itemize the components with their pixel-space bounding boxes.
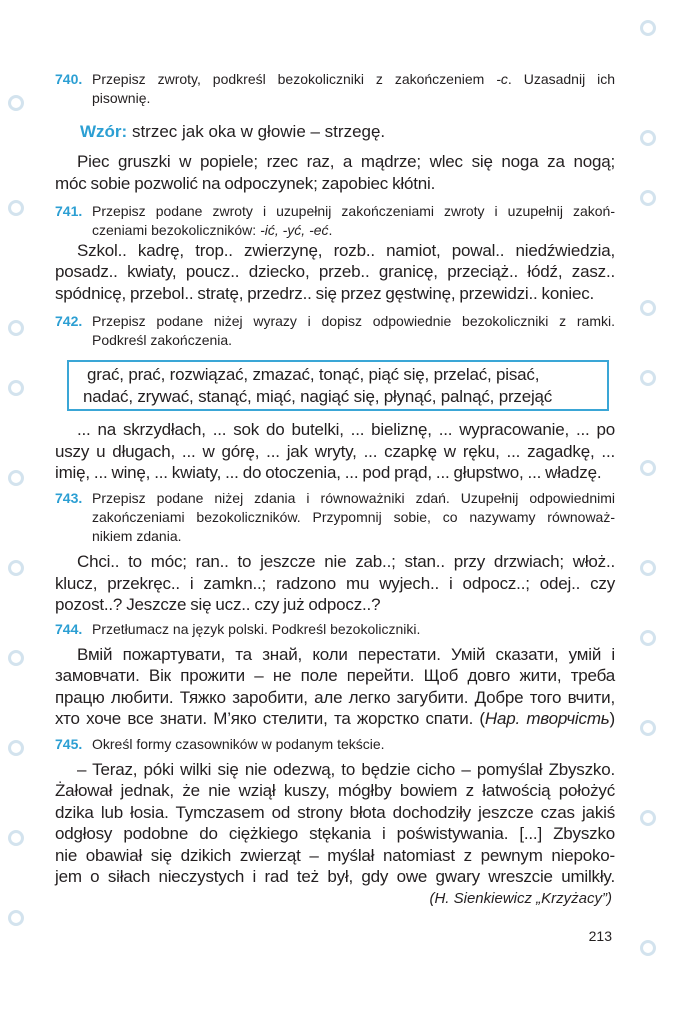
text-line: ... na skrzydłach, ... sok do butelki, ... bieliznę, ... wypracowanie, ... po [77, 420, 615, 439]
instruction-line [92, 202, 615, 221]
exercise-instruction [55, 735, 615, 754]
watermark-logo-icon [8, 200, 24, 216]
instruction-line [92, 527, 615, 546]
exercise-text [55, 240, 615, 305]
text-segment: Przetłumacz na język polski. Podkreśl bezokoliczniki. [92, 621, 421, 637]
italic-text: -c [496, 71, 508, 87]
exercise-text [55, 644, 615, 730]
instruction-line [92, 89, 615, 108]
example-line [55, 121, 615, 143]
exercise-instruction [55, 620, 615, 639]
exercise-text [55, 551, 615, 616]
exercise-number: 744. [55, 621, 83, 637]
exercise-number: 742. [55, 313, 83, 329]
text-line: klucz, przekręc.. i zamkn..; radzono mu wyjech.. i odpocz..; odej.. czy [55, 573, 615, 593]
exercise-742 [55, 312, 615, 484]
watermark-logo-icon [8, 470, 24, 486]
watermark-logo-icon [8, 95, 24, 111]
text-segment: . Uzasadnij ich [507, 71, 615, 87]
exercise-instruction [55, 312, 615, 350]
exercise-741 [55, 202, 615, 305]
text-segment: хто хоче все знати. М’яко стелити, та жорстко спати. ( [55, 709, 485, 728]
instruction-line [92, 489, 615, 508]
instruction-line [92, 620, 615, 639]
text-line: Żałował jednak, że nie wziął kuszy, mógłby bowiem z łatwością położyć [55, 781, 615, 800]
exercise-number: 745. [55, 736, 83, 752]
exercise-744 [55, 620, 615, 730]
italic-text: Нар. творчість [484, 709, 610, 728]
watermark-logo-icon [640, 300, 656, 316]
text-line: – Teraz, póki wilki się nie odezwą, to będzie cicho – pomyślał Zbyszko. [77, 759, 615, 779]
text-line: Chci.. to móc; ran.. to jeszcze nie zab..; stan.. przy drzwiach; włoż.. [77, 552, 615, 571]
textbook-page [55, 0, 615, 945]
text-segment: . [328, 221, 333, 238]
watermark-logo-icon [640, 630, 656, 646]
exercise-instruction [55, 489, 615, 546]
exercise-text [55, 151, 615, 194]
watermark-logo-icon [8, 560, 24, 576]
text-line: nie obawiał się dzikich zwierząt – myślał natomiast z pewnym niepoko- [55, 845, 615, 865]
watermark-logo-icon [8, 910, 24, 926]
text-line: móc sobie pozwolić na odpoczynek; zapobiec kłótni. [55, 173, 436, 193]
text-segment: Przepisz podane zwroty i uzupełnij zakończeniami zwroty i uzupełnij zakoń- [92, 202, 615, 219]
instruction-line [92, 70, 615, 89]
watermark-logo-icon [8, 650, 24, 666]
watermark-logo-icon [640, 130, 656, 146]
word-box-line: nadać, zrywać, stanąć, miąć, nagiąć się, płynąć, palnąć, przejąć [83, 386, 553, 406]
watermark-logo-icon [640, 940, 656, 956]
text-segment: ) [609, 709, 615, 728]
exercise-number: 740. [55, 71, 83, 87]
text-line: imię, ... winę, ... kwiaty, ... do otoczenia, ... pod prąd, ... głupstwo, ... władzę. [55, 463, 602, 482]
exercise-instruction [55, 70, 615, 108]
italic-text: -ić, -yć, -eć [260, 221, 329, 238]
text-line: odgłosy podobne do ciężkiego stękania i poświstywania. [...] Zbyszko [55, 824, 615, 843]
watermark-logo-icon [640, 560, 656, 576]
text-line: posadz.. kwiaty, poucz.. dziecko, przeb.. granicę, przeciąż.. łódź, zasz.. [55, 262, 615, 281]
instruction-line [92, 312, 615, 331]
text-line: spódnicę, przebol.. stratę, przedrz.. się przez gęstwinę, przewidzi.. koniec. [55, 283, 595, 303]
watermark-logo-icon [8, 320, 24, 336]
instruction-line [92, 735, 615, 754]
watermark-logo-icon [640, 720, 656, 736]
quote-source: (H. Sienkiewicz „Krzyżacy”) [429, 889, 612, 907]
exercise-text [55, 419, 615, 484]
text-line: Вмій пожартувати, та знай, коли перестати. Умій сказати, умій і [77, 644, 615, 664]
text-line: pozost..? Jeszcze się ucz.. czy już odpocz..? [55, 595, 381, 614]
watermark-logo-icon [8, 830, 24, 846]
word-box [67, 360, 609, 411]
exercise-number: 743. [55, 489, 83, 506]
text-segment: Przepisz podane niżej zdania i równoważniki zdań. Uzupełnij odpowiednimi [92, 489, 615, 506]
watermark-logo-icon [8, 740, 24, 756]
watermark-logo-icon [640, 460, 656, 476]
text-segment: pisownię. [92, 90, 151, 106]
exercise-743 [55, 489, 615, 616]
exercise-740 [55, 70, 615, 194]
exercise-text [55, 759, 615, 888]
text-line: Szkol.. kadrę, trop.. zwierzynę, rozb.. namiot, powal.. niedźwiedzia, [77, 240, 615, 260]
watermark-logo-icon [640, 370, 656, 386]
text-segment: Określ formy czasowników w podanym tekście. [92, 736, 385, 752]
instruction-line [92, 508, 615, 527]
exercise-number: 741. [55, 202, 83, 219]
text-segment: Przepisz zwroty, podkreśl bezokoliczniki z zakończeniem [92, 71, 497, 87]
exercise-745 [55, 735, 615, 909]
text-line: працю любити. Тяжко заробити, але легко загубити. Добре того вчити, [55, 687, 615, 707]
example-text: strzec jak oka w głowie – strzegę. [127, 121, 386, 141]
watermark-logo-icon [640, 810, 656, 826]
text-line: dzika lub łosia. Tymczasem od strony błota dochodziły jeszcze czas jakiś [55, 802, 615, 822]
text-segment: zakończeniami bezokoliczników. Przypomnij sobie, co nazywamy równoważ- [92, 508, 615, 525]
watermark-logo-icon [8, 380, 24, 396]
text-line: Piec gruszki w popiele; rzec raz, a mądrze; wlec się noga za nogą; [77, 152, 615, 171]
watermark-logo-icon [640, 190, 656, 206]
text-segment: czeniami bezokoliczników: [92, 221, 261, 238]
text-line: uszy u długach, ... w górę, ... jak wryty, ... czapkę w ręku, ... zagadkę, ... [55, 441, 615, 461]
example-label: Wzór: [80, 121, 128, 141]
text-segment: Przepisz podane niżej wyrazy i dopisz odpowiednie bezokoliczniki z ramki. [92, 313, 615, 329]
watermark-logo-icon [640, 20, 656, 36]
instruction-line [92, 331, 615, 350]
text-line [55, 708, 615, 730]
exercise-instruction [55, 202, 615, 240]
instruction-line [92, 221, 615, 240]
text-segment: Podkreśl zakończenia. [92, 332, 233, 348]
text-segment: nikiem zdania. [92, 527, 182, 544]
page-number: 213 [588, 928, 612, 944]
text-line: jem o siłach nieczystych i rad też był, gdy owe gwary wreszcie umilkły. [55, 867, 615, 886]
text-line: замовчати. Вік прожити – не поле перейти. Щоб довго жити, треба [55, 666, 615, 685]
word-box-line: grać, prać, rozwiązać, zmazać, tonąć, piąć się, przelać, pisać, [87, 365, 540, 384]
